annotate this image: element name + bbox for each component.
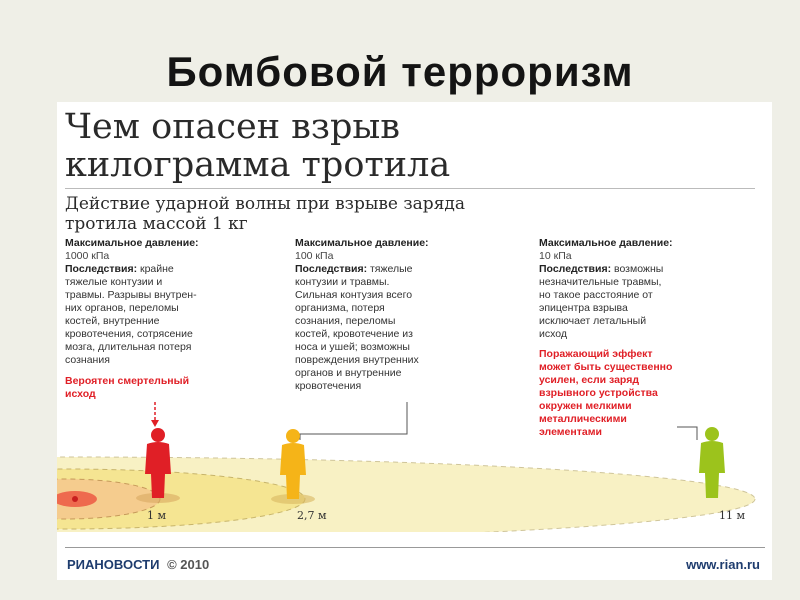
effects-label: Последствия: [65,263,138,275]
effects-line: незначительные травмы, [539,276,662,288]
effects-line: крайне [140,263,174,275]
effects-line: органов и внутренние [295,367,402,379]
shrapnel-note-line: Поражающий эффект [539,348,653,360]
effects-line: мозга, длительная потеря [65,341,192,353]
subtitle [65,194,755,234]
effects-line: эпицентра взрыва [539,302,628,314]
effects-line: сознания [65,354,110,366]
subtitle-line-2: тротила массой 1 кг [65,214,248,234]
pressure-label: Максимальное давление: [295,237,429,249]
charge-icon [72,496,78,502]
effects-label: Последствия: [539,263,612,275]
effects-line: тяжелые контузии и [65,276,163,288]
effects-line: травмы. Разрывы внутрен- [65,289,197,301]
pressure-value: 1000 кПа [65,250,110,262]
pressure-label: Максимальное давление: [539,237,673,249]
column-1m [65,237,265,367]
distance-11m: 11 м [719,509,746,522]
headline-line-2: килограмма тротила [65,145,451,185]
shrapnel-note-line: может быть существенно [539,361,673,373]
brand-ria: РИА [67,557,95,572]
site-link[interactable]: www.rian.ru [686,557,760,572]
shrapnel-note-line: взрывного устройства [539,387,658,399]
effects-line: сознания, переломы [295,315,396,327]
headline [65,108,765,184]
brand-novosti: НОВОСТИ [94,557,160,572]
fatal-note-line-2: исход [65,388,96,400]
effects-line: них органов, переломы [65,302,179,314]
column-11m [539,237,759,341]
ria-novosti-logo [67,557,209,572]
divider [65,188,755,189]
effects-line: носа и ушей; возможны [295,341,410,353]
copyright: © 2010 [167,557,210,572]
headline-line-1: Чем опасен взрыв [65,107,400,147]
infographic [57,102,772,580]
subtitle-line-1: Действие ударной волны при взрыве заряда [65,194,466,214]
effects-line: Сильная контузия всего [295,289,413,301]
effects-line: контузии и травмы. [295,276,390,288]
shrapnel-note-line: окружен мелкими [539,400,632,412]
effects-line: организма, потеря [295,302,385,314]
footer-divider [65,547,765,548]
effects-line: кровотечения [295,380,362,392]
pressure-value: 100 кПа [295,250,334,262]
effects-line: костей, внутренние [65,315,160,327]
column-2-7m [295,237,505,393]
effects-label: Последствия: [295,263,368,275]
shrapnel-note-line: элементами [539,426,602,438]
effects-line: повреждения внутренних [295,354,419,366]
effects-line: костей, кровотечение из [295,328,413,340]
pressure-label: Максимальное давление: [65,237,199,249]
fatal-note-line-1: Вероятен смертельный [65,375,190,387]
effects-line: но такое расстояние от [539,289,653,301]
fatal-note [65,375,189,401]
effects-line: возможны [614,263,664,275]
effects-line: тяжелые [370,263,413,275]
slide-title: Бомбовой терроризм [166,48,634,95]
effects-line: исход [539,328,567,340]
distance-1m: 1 м [147,509,167,522]
effects-line: кровотечения, сотрясение [65,328,193,340]
distance-2-7m: 2,7 м [297,509,327,522]
injury-leader-line [300,402,407,440]
shrapnel-note-line: усилен, если заряд [539,374,639,386]
fatal-leader-arrow-icon [151,420,159,427]
shrapnel-note-line: металлическими [539,413,627,425]
effects-line: исключает летальный [539,315,647,327]
pressure-value: 10 кПа [539,250,572,262]
minor-leader-line [677,427,697,440]
